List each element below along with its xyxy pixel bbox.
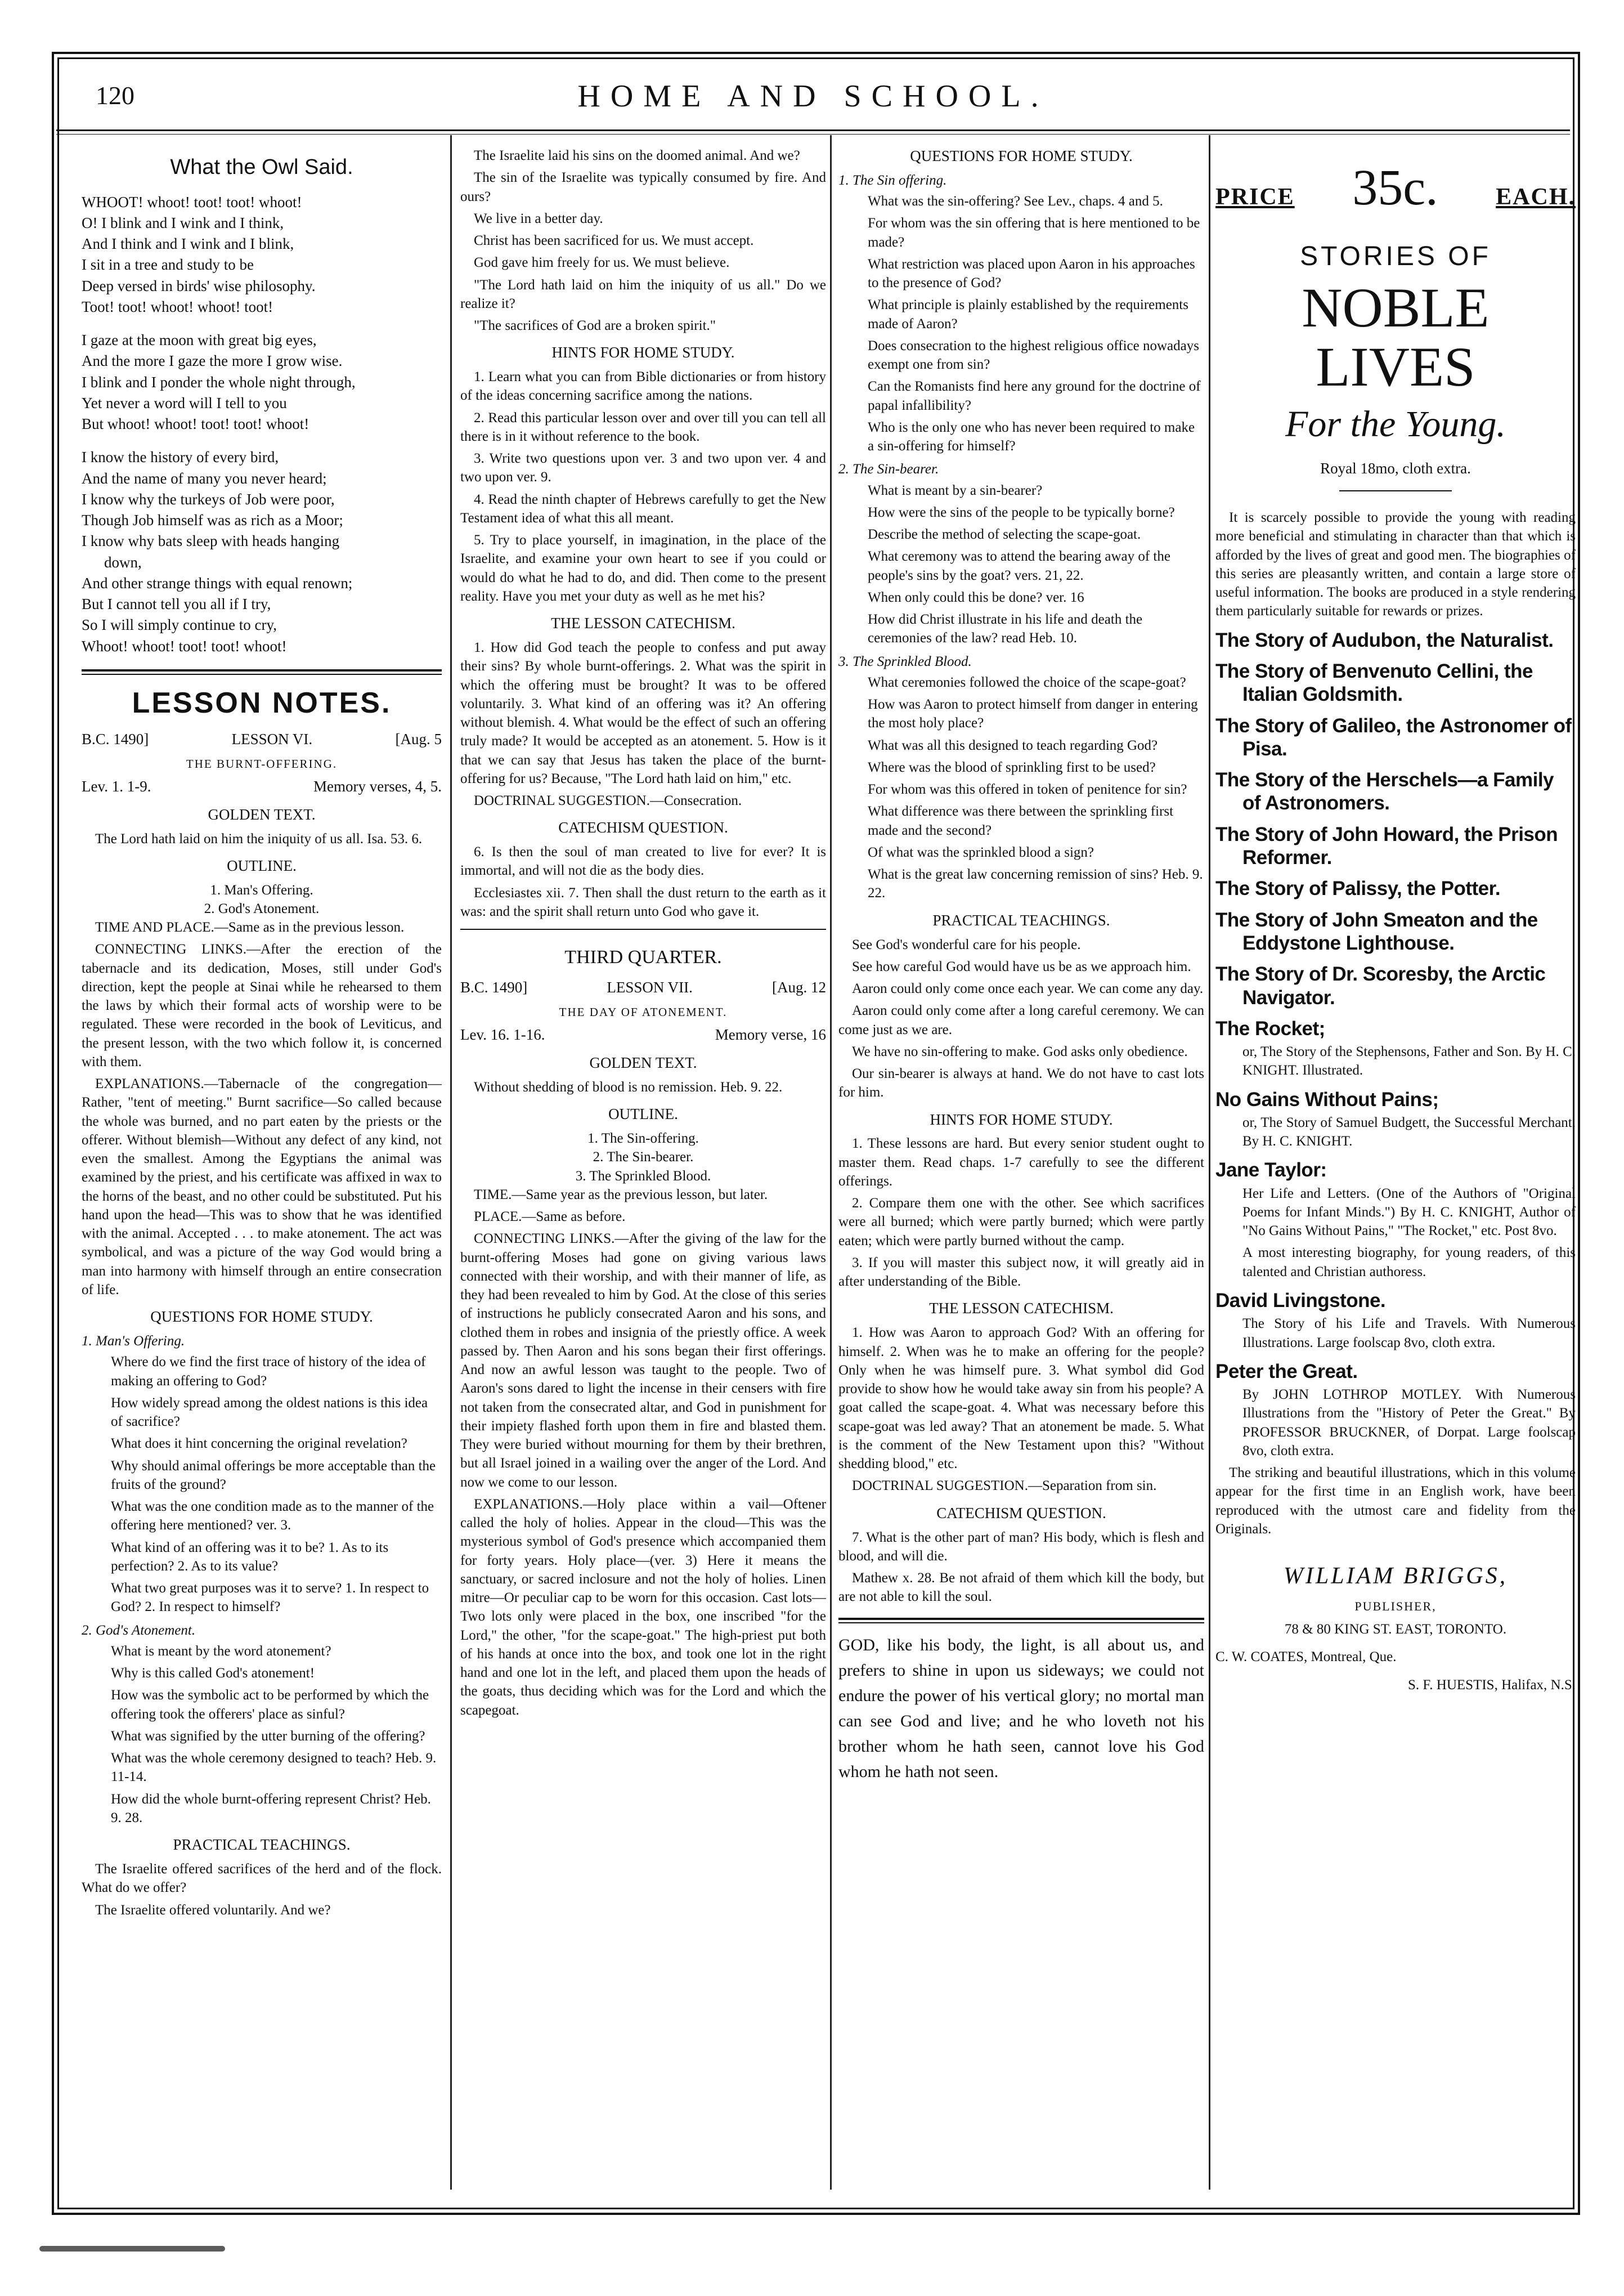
poem-line: Whoot! whoot! toot! toot! whoot!	[82, 637, 287, 655]
practical-heading: PRACTICAL TEACHINGS.	[932, 911, 1110, 929]
practical-teaching: "The sacrifices of God are a broken spirit."	[474, 318, 716, 333]
golden-text-heading: GOLDEN TEXT.	[589, 1054, 697, 1072]
lesson-line	[82, 729, 442, 750]
lesson-reference	[460, 1025, 826, 1045]
question: How did Christ illustrate in his life and death the ceremonies of the law? read Heb. 10.	[868, 612, 1143, 646]
journal-title: HOME AND SCHOOL.	[577, 79, 1049, 114]
section-rule	[82, 669, 442, 675]
hint: 2. Compare them one with the other. See which sacrifices were all burned; which were partly burned; which were partly eaten; which were partly burned without the camp.	[838, 1196, 1204, 1248]
header-rule	[56, 129, 1570, 131]
memory-verses: Memory verse, 16	[715, 1026, 826, 1044]
price-each: EACH.	[1496, 184, 1576, 210]
questions-heading: QUESTIONS FOR HOME STUDY.	[150, 1308, 373, 1326]
practical-teaching: Christ has been sacrificed for us. We must accept.	[474, 233, 754, 248]
practical-teaching: We have no sin-offering to make. God asks only obedience.	[852, 1044, 1188, 1059]
practical-teaching: See God's wonderful care for his people.	[852, 937, 1081, 952]
memory-verses: Memory verses, 4, 5.	[313, 777, 442, 795]
question: What was the whole ceremony designed to teach? Heb. 9. 11-14.	[111, 1751, 437, 1785]
hint: 3. Write two questions upon ver. 3 and two upon ver. 4 and two upon ver. 9.	[460, 451, 826, 485]
questions-section-label: 2. The Sin-bearer.	[838, 462, 939, 477]
question: What is meant by the word atonement?	[111, 1643, 331, 1659]
question: Where do we find the first trace of history of the idea of making an offering to God?	[111, 1354, 426, 1389]
outline-item: 1. Man's Offering.	[210, 882, 313, 898]
book-title: The Story of John Howard, the Prison Reformer.	[1215, 823, 1558, 869]
lesson-day: [Aug. 5	[395, 730, 442, 748]
question: How was the symbolic act to be performed by which the offering took the offerers' place as sinful?	[111, 1688, 429, 1722]
poem-line: I know why the turkeys of Job were poor,	[82, 490, 335, 508]
agent-halifax: S. F. HUESTIS, Halifax, N.S.	[1407, 1677, 1576, 1693]
poem-line: But whoot! whoot! toot! toot! whoot!	[82, 415, 309, 433]
poem-stanza-2	[82, 330, 442, 435]
practical-teaching: Aaron could only come after a long careful ceremony. We can come just as we are.	[838, 1003, 1204, 1037]
question: What was signified by the utter burning of the offering?	[111, 1728, 425, 1744]
quarter-heading: THIRD QUARTER.	[564, 947, 722, 968]
price-label: PRICE	[1215, 184, 1295, 210]
book-title: The Story of John Smeaton and the Eddystone Lighthouse.	[1215, 908, 1538, 954]
epigram	[838, 1632, 1204, 1784]
practical-teaching: The Israelite offered voluntarily. And we?	[95, 1902, 331, 1918]
poem-stanza-3	[82, 447, 442, 657]
hint: 4. Read the ninth chapter of Hebrews carefully to get the New Testament idea of what this all meant.	[460, 491, 826, 526]
question: What restriction was placed upon Aaron in his approaches to the presence of God?	[868, 256, 1195, 291]
question: Does consecration to the highest religious office nowadays exempt one from sin?	[868, 338, 1199, 373]
practical-heading: PRACTICAL TEACHINGS.	[173, 1836, 351, 1854]
question: What was all this designed to teach regarding God?	[868, 737, 1158, 753]
ad-series-title: NOBLE LIVES	[1302, 276, 1490, 398]
golden-text: The Lord hath laid on him the iniquity of us all. Isa. 53. 6.	[95, 831, 423, 847]
question: What was the one condition made as to the manner of the offering here mentioned? ver. 3.	[111, 1499, 434, 1533]
column-3	[838, 146, 1204, 2184]
catechism-question: 6. Is then the soul of man created to live for ever? It is immortal, and will not die as the body dies.	[460, 844, 826, 879]
ad-closing: The striking and beautiful illustrations, which in this volume appear for the first time in an English work, have been reproduced with the utmost care and fidelity from the Originals.	[1215, 1465, 1576, 1537]
column-divider	[830, 135, 832, 2190]
publisher-address: 78 & 80 KING ST. EAST, TORONTO.	[1284, 1622, 1507, 1637]
question: How widely spread among the oldest nations is this idea of sacrifice?	[111, 1395, 428, 1430]
question: What difference was there between the sprinkling first made and the second?	[868, 804, 1174, 838]
page-number: 120	[96, 81, 134, 110]
golden-text-heading: GOLDEN TEXT.	[208, 805, 316, 823]
poem-line: I sit in a tree and study to be	[82, 256, 254, 274]
catechism-heading: THE LESSON CATECHISM.	[929, 1300, 1114, 1317]
poem-line: down,	[104, 553, 142, 571]
advertisement	[1215, 146, 1576, 2184]
hints-heading: HINTS FOR HOME STUDY.	[551, 344, 735, 361]
book-title: David Livingstone.	[1215, 1289, 1386, 1312]
question: How were the sins of the people to be typically borne?	[868, 504, 1175, 520]
question: What principle is plainly established by the requirements made of Aaron?	[868, 297, 1188, 332]
question: What ceremony was to attend the bearing away of the people's sins by the goat? vers. 21, 22.	[868, 549, 1170, 583]
book-title: No Gains Without Pains;	[1215, 1088, 1439, 1111]
lesson-catechism: 1. How did God teach the people to confess and put away their sins? By whole burnt-offerings. 2. What was the spirit in which the offering must be brought? It was to be offered voluntarily. 3. What kind of an offering was it? An offering without blemish. 4. What would be the effect of such an offering truly made? It would be accepted as an atonement. 5. How is it that we can say that Jesus has taken the place of the burnt-offering for us? Because, "The Lord hath laid on him," etc.	[460, 640, 826, 786]
catechism-question-heading: CATECHISM QUESTION.	[936, 1504, 1106, 1521]
question: What does it hint concerning the original revelation?	[111, 1436, 407, 1452]
poem-line: And the name of many you never heard;	[82, 469, 327, 487]
question: For whom was the sin offering that is here mentioned to be made?	[868, 216, 1200, 250]
question: Where was the blood of sprinkling first to be used?	[868, 759, 1156, 775]
section-rule	[460, 929, 826, 930]
lesson-subject: THE DAY OF ATONEMENT.	[559, 1005, 728, 1019]
column-divider	[450, 135, 452, 2190]
question: Why is this called God's atonement!	[111, 1666, 315, 1681]
practical-teaching: Aaron could only come once each year. We can come any day.	[852, 981, 1204, 997]
question: How was Aaron to protect himself from danger in entering the most holy place?	[868, 697, 1198, 731]
time: TIME.—Same year as the previous lesson, but later.	[474, 1187, 768, 1202]
lesson-day: [Aug. 12	[772, 979, 826, 996]
question: For whom was this offered in token of penitence for sin?	[868, 782, 1187, 798]
poem-line: Deep versed in birds' wise philosophy.	[82, 277, 316, 294]
book-title: Peter the Great.	[1215, 1360, 1358, 1382]
catechism-scripture: Mathew x. 28. Be not afraid of them which kill the body, but are not able to kill the soul.	[838, 1570, 1204, 1605]
outline-item: 2. The Sin-bearer.	[593, 1149, 694, 1165]
book-title: The Story of Galileo, the Astronomer of Pisa.	[1215, 714, 1572, 760]
lesson-notes-heading: LESSON NOTES.	[132, 686, 392, 719]
price-line	[1215, 154, 1576, 222]
publisher-role: PUBLISHER,	[1354, 1599, 1437, 1613]
book-title: The Story of Benvenuto Cellini, the Italian Goldsmith.	[1215, 660, 1533, 706]
book-description: or, The Story of the Stephensons, Father and Son. By H. C. KNIGHT. Illustrated.	[1242, 1044, 1576, 1078]
hint: 1. Learn what you can from Bible dictionaries or from history of the ideas concerning sacrifice among the nations.	[460, 369, 826, 404]
practical-teaching: See how careful God would have us be as we approach him.	[852, 959, 1191, 974]
agent-montreal: C. W. COATES, Montreal, Que.	[1215, 1649, 1397, 1665]
poem-stanza-1	[82, 192, 442, 318]
poem-line: And I think and I wink and I blink,	[82, 235, 294, 253]
time-and-place: TIME AND PLACE.—Same as in the previous lesson.	[95, 920, 405, 936]
doctrinal-suggestion: DOCTRINAL SUGGESTION.—Separation from sin.	[852, 1478, 1157, 1494]
poem-line: So I will simply continue to cry,	[82, 616, 277, 634]
book-title: The Story of the Herschels—a Family of Astronomers.	[1215, 769, 1554, 814]
poem-line: I know why bats sleep with heads hanging	[82, 532, 340, 550]
hint: 2. Read this particular lesson over and over till you can tell all there is in it without reference to the book.	[460, 410, 826, 444]
questions-section-label: 1. Man's Offering.	[82, 1333, 185, 1349]
question: What is the great law concerning remission of sins? Heb. 9. 22.	[868, 867, 1203, 901]
section-rule	[838, 1618, 1204, 1623]
lesson-catechism: 1. How was Aaron to approach God? With an offering for himself. 2. When was he to make an offering for the people? Only when he was himself pure. 3. What symbol did God provide to show how he would take away sin from his people? A goat called the scape-goat. 4. What was necessary before this scape-goat was led away? That an atonement be made. 5. What is the comment of the New Testament upon this? "Without shedding blood," etc.	[838, 1325, 1204, 1472]
connecting-links: CONNECTING LINKS.—After the giving of the law for the burnt-offering Moses had gone on giving various laws connected with their worship, and with their manner of life, as they had been revealed to him by God. At the close of this series of instructions he publicly consecrated Aaron and his sons, and clothed them in robes and insignia of the priestly office. A week passed by. Then Aaron and his sons began their first offerings. And now an awful lesson was taught to the people. Two of Aaron's sons dared to light the incense in their censers with fire not taken from the consecrated altar, and God in punishment for their impiety flashed forth upon them in fire and blasted them. They were buried without mourning for them by their brethren, but all Israel joined in a wailing over the anger of the Lord. And now we come to our lesson.	[460, 1231, 826, 1490]
question: What kind of an offering was it to be? 1. As to its perfection? 2. As to its value?	[111, 1539, 389, 1574]
lesson-date: B.C. 1490]	[460, 979, 528, 996]
lesson-date: B.C. 1490]	[82, 730, 149, 748]
explanations: EXPLANATIONS.—Holy place within a vail—Oftener called the holy of holies. Appear in the cloud—This was the mysterious symbol of God's presence which accompanied them for forty years. Holy place—(ver. 3) Here it means the sanctuary, or sacred inclosure and not the holy of holies. Linen mitre—Or peculiar cap to be worn for this occasion. Cast lots—Two lots only were placed in the box, one inscribed "for the Lord," the other, "for the scape-goat." The high-priest put both of his hands at once into the box, and took one lot in the right hand and one lot in the left, and placed them upon the heads of the goats, thus deciding which was for the Lord and which the scapegoat.	[460, 1496, 826, 1718]
poem-line: WHOOT! whoot! toot! toot! whoot!	[82, 193, 302, 211]
lesson-number: LESSON VII.	[607, 979, 693, 996]
poem-line: Toot! toot! whoot! whoot! toot!	[82, 298, 273, 315]
questions-section-label: 2. God's Atonement.	[82, 1622, 196, 1638]
column-2	[460, 146, 826, 2184]
question: What ceremonies followed the choice of the scape-goat?	[868, 674, 1186, 690]
column-1	[82, 146, 442, 2184]
book-description: The Story of his Life and Travels. With Numerous Illustrations. Large foolscap 8vo, cloth extra.	[1242, 1316, 1576, 1350]
poem-line: I know the history of every bird,	[82, 449, 279, 466]
hint: 1. These lessons are hard. But every senior student ought to master them. Read chaps. 1-7 carefully to see the different offerings.	[838, 1136, 1204, 1189]
ad-intro: It is scarcely possible to provide the young with reading more beneficial and stimulating in character than that which is afforded by the lives of great and good men. The biographies of this series are pleasantly written, and contain a large store of useful information. The books are produced in a style rendering them particularly suitable for rewards or prizes.	[1215, 510, 1576, 619]
book-description: A most interesting biography, for young readers, of this talented and Christian authoress.	[1242, 1245, 1576, 1279]
question: What is meant by a sin-bearer?	[868, 482, 1043, 498]
lesson-reference	[82, 777, 442, 797]
practical-teaching: The Israelite laid his sins on the doomed animal. And we?	[474, 148, 800, 163]
ad-format: Royal 18mo, cloth extra.	[1320, 460, 1471, 477]
epigram-text: like his body, the light, is all about us, and prefers to shine in upon us sideways; we could not endure the power of his vertical glory; no mortal man can see God and live; and he who loveth not his brother whom he hath seen, cannot love his God whom he hath not seen.	[838, 1635, 1204, 1781]
questions-heading: QUESTIONS FOR HOME STUDY.	[910, 147, 1133, 164]
question: Can the Romanists find here any ground for the doctrine of papal infallibility?	[868, 379, 1201, 413]
poem-line: Though Job himself was as rich as a Moor;	[82, 512, 343, 529]
lesson-subject: THE BURNT-OFFERING.	[186, 757, 338, 771]
explanations: EXPLANATIONS.—Tabernacle of the congregation—Rather, "tent of meeting." Burnt sacrifice—So called because the whole was burned, and no part eaten by the priests or the offerer. Without blemish—Without any defect of any kind, not even the smallest. Among the Egyptians the animal was examined by the priest, and his certificate was affixed in wax to the horns of the beast, and no other could be substituted. Put his hand upon the head—This was to show that he was identified with the animal. Accepted . . . to make atonement. The act was symbolical, and was a picture of the way God would bring a man into harmony with himself through an entire consecration of life.	[82, 1076, 442, 1297]
question: Who is the only one who has never been required to make a sin-offering for himself?	[868, 419, 1195, 454]
question: Why should animal offerings be more acceptable than the fruits of the ground?	[111, 1458, 436, 1492]
question: What was the sin-offering? See Lev., chaps. 4 and 5.	[868, 194, 1163, 209]
place: PLACE.—Same as before.	[474, 1209, 626, 1225]
question: Of what was the sprinkled blood a sign?	[868, 844, 1094, 860]
book-title: The Story of Palissy, the Potter.	[1215, 878, 1501, 900]
outline-item: 2. God's Atonement.	[204, 901, 320, 916]
ad-stories-of: STORIES OF	[1300, 241, 1491, 271]
book-description: or, The Story of Samuel Budgett, the Successful Merchant. By H. C. KNIGHT.	[1242, 1115, 1576, 1149]
question: When only could this be done? ver. 16	[868, 589, 1084, 605]
practical-teaching: God gave him freely for us. We must believe.	[474, 255, 730, 271]
catechism-question: 7. What is the other part of man? His body, which is flesh and blood, and will die.	[838, 1529, 1204, 1564]
book-description: By JOHN LOTHROP MOTLEY. With Numerous Illustrations from the "History of Peter the Great." By PROFESSOR BRUCKNER, of Dorpat. Large foolscap 8vo, cloth extra.	[1242, 1387, 1576, 1458]
outline-heading: OUTLINE.	[227, 857, 297, 874]
book-title: The Story of Audubon, the Naturalist.	[1215, 629, 1554, 651]
poem-line: Yet never a word will I tell to you	[82, 394, 287, 411]
book-title: Jane Taylor:	[1215, 1159, 1327, 1181]
practical-teaching: The sin of the Israelite was typically consumed by fire. And ours?	[460, 170, 826, 204]
poem-line: I gaze at the moon with great big eyes,	[82, 332, 317, 349]
doctrinal-suggestion: DOCTRINAL SUGGESTION.—Consecration.	[474, 793, 742, 809]
print-smudge	[39, 2246, 225, 2252]
price-value: 35c.	[1352, 160, 1438, 216]
ad-rule	[1339, 490, 1452, 491]
practical-teaching: We live in a better day.	[474, 211, 603, 226]
scripture-ref: Lev. 16. 1-16.	[460, 1026, 545, 1044]
question: How did the whole burnt-offering represent Christ? Heb. 9. 28.	[111, 1791, 431, 1825]
question: What two great purposes was it to serve? 1. In respect to God? 2. In respect to himself?	[111, 1581, 429, 1615]
book-title: The Rocket;	[1215, 1017, 1325, 1040]
connecting-links: CONNECTING LINKS.—After the erection of the tabernacle and its dedication, Moses, still under God's direction, kept the people at Sinai while he rehearsed to them the laws by which their formal acts of worship were to be regulated. These were recorded in the book of Leviticus, and the present lesson, with the two which follow it, is concerned with them.	[82, 942, 442, 1069]
book-title: The Story of Dr. Scoresby, the Arctic Navigator.	[1215, 963, 1546, 1009]
poem-line: But I cannot tell you all if I try,	[82, 596, 271, 613]
lesson-number: LESSON VI.	[231, 730, 313, 748]
poem-title: What the Owl Said.	[170, 155, 353, 179]
question: Describe the method of selecting the scape-goat.	[868, 527, 1141, 543]
outline-heading: OUTLINE.	[608, 1106, 678, 1123]
catechism-heading: THE LESSON CATECHISM.	[551, 615, 735, 632]
questions-section-label: 3. The Sprinkled Blood.	[838, 654, 972, 669]
hint: 5. Try to place yourself, in imagination, in the place of the Israelite, and examine your own heart to see if you could or would do what he had to do, and did. Then come to the present reality. Have you met your duty as well as he met his?	[460, 532, 826, 604]
ad-series-subtitle: For the Young.	[1285, 403, 1506, 445]
outline-item: 1. The Sin-offering.	[587, 1131, 699, 1147]
hints-heading: HINTS FOR HOME STUDY.	[930, 1111, 1113, 1128]
header-rule-thin	[56, 134, 1570, 135]
questions-section-label: 1. The Sin offering.	[838, 172, 947, 188]
poem-line: O! I blink and I wink and I think,	[82, 214, 284, 231]
practical-teaching: "The Lord hath laid on him the iniquity of us all." Do we realize it?	[460, 277, 826, 311]
column-divider	[1209, 135, 1210, 2190]
publisher-name: WILLIAM BRIGGS,	[1283, 1563, 1508, 1590]
golden-text: Without shedding of blood is no remission. Heb. 9. 22.	[474, 1080, 783, 1095]
poem-line: I blink and I ponder the whole night through,	[82, 373, 356, 391]
catechism-question-heading: CATECHISM QUESTION.	[558, 819, 728, 836]
running-head	[56, 76, 1570, 127]
hint: 3. If you will master this subject now, it will greatly aid in after understanding of the Bible.	[838, 1255, 1204, 1290]
practical-teaching: Our sin-bearer is always at hand. We do not have to cast lots for him.	[838, 1066, 1204, 1100]
poem	[82, 192, 442, 657]
practical-teaching: The Israelite offered sacrifices of the herd and of the flock. What do we offer?	[82, 1861, 442, 1896]
book-description: Her Life and Letters. (One of the Authors of "Original Poems for Infant Minds.") By H. C. KNIGHT, Author of "No Gains Without Pains," "The Rocket," etc. Post 8vo.	[1242, 1185, 1576, 1239]
poem-line: And other strange things with equal renown;	[82, 574, 353, 592]
outline-item: 3. The Sprinkled Blood.	[575, 1168, 711, 1184]
poem-line: And the more I gaze the more I grow wise.	[82, 352, 343, 370]
lesson-line	[460, 978, 826, 998]
scripture-ref: Lev. 1. 1-9.	[82, 777, 151, 795]
catechism-scripture: Ecclesiastes xii. 7. Then shall the dust return to the earth as it was: and the spirit shall return unto God who gave it.	[460, 885, 826, 919]
epigram-first-word: GOD,	[838, 1635, 880, 1654]
